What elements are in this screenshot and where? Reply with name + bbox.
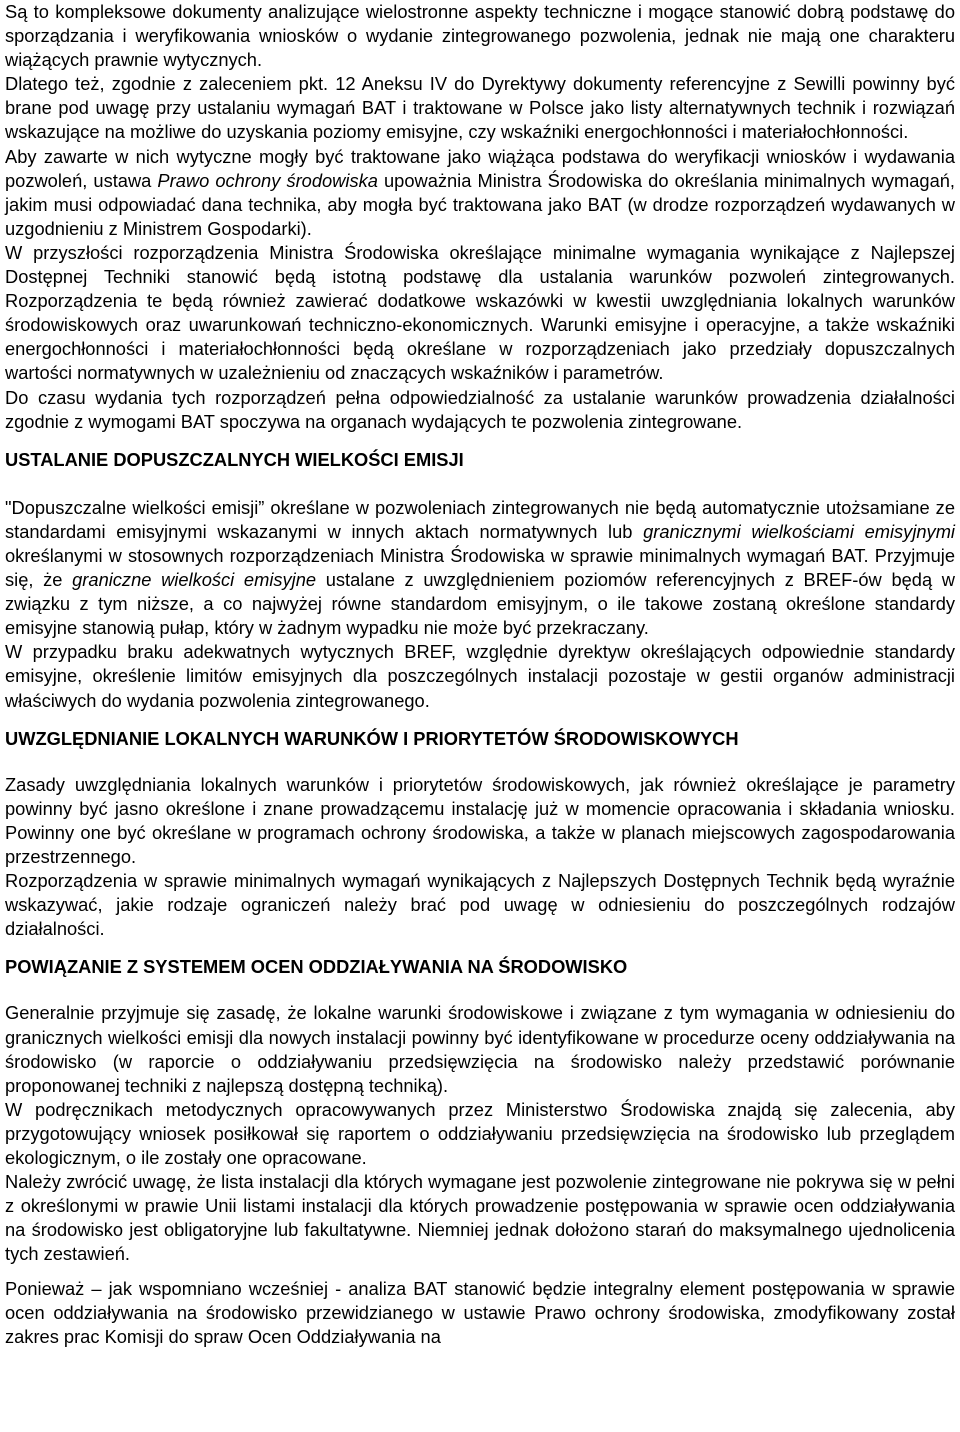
section-heading: POWIĄZANIE Z SYSTEMEM OCEN ODDZIAŁYWANIA NA ŚRODOWISKO: [5, 956, 628, 978]
paragraph: [5, 496, 955, 641]
paragraph: Należy zwrócić uwagę, że lista instalacji dla których wymagane jest pozwolenie zintegrowane nie pokrywa się w pełni z określonymi w prawie Unii listami instalacji dla których prowadzenie postępowania w sprawie ocen oddziaływania na środowisko jest obligatoryjne lub fakultatywne. Niemniej jednak dołożono starań do maksymalnego ujednolicenia tych zestawień.: [5, 1171, 955, 1265]
paragraph: Ponieważ – jak wspomniano wcześniej - analiza BAT stanowić będzie integralny element postępowania w sprawie ocen oddziaływania na środowisko przewidzianego w ustawie Prawo ochrony środowiska, zmodyfikowany został zakres prac Komisji do spraw Ocen Oddziaływania na: [5, 1277, 955, 1347]
paragraph-text: upoważnia Ministra Środowiska do określania minimalnych wymagań, jakim musi odpowiadać dana technika, aby mogła być traktowana jako BAT (w drodze rozporządzeń wydawanych w uzgodnieniu z Ministrem Gospodarki).: [5, 169, 955, 239]
paragraph: W podręcznikach metodycznych opracowywanych przez Ministerstwo Środowiska znajdą się zalecenia, aby przygotowujący wniosek posiłkował się raportem o oddziaływaniu przedsięwzięcia na środowisko lub przeglądem ekologicznym, o ile zostały one opracowane.: [5, 1098, 955, 1169]
paragraph: Rozporządzenia w sprawie minimalnych wymagań wynikających z Najlepszych Dostępnych Technik będą wyraźnie wskazywać, jakie rodzaje ograniczeń należy brać pod uwagę w odniesieniu do poszczególnych rodzajów działalności.: [5, 870, 955, 940]
paragraph: [5, 145, 955, 241]
paragraph: W przyszłości rozporządzenia Ministra Środowiska określające minimalne wymagania wynikające z Najlepszej Dostępnej Techniki stanowić będą istotną podstawę dla ustalania warunków pozwoleń zintegrowanych. Rozporządzenia te będą również zawierać dodatkowe wskazówki w kwestii uwzględniania lokalnych warunków środowiskowych oraz uwarunkowań techniczno-ekonomicznych. Warunki emisyjne i operacyjne, a także wskaźniki energochłonności i materiałochłonności będą określane w rozporządzeniach jako przedziały dopuszczalnych wartości normatywnych w uzależnieniu od znaczących wskaźników i parametrów.: [5, 241, 955, 384]
paragraph: Dlatego też, zgodnie z zaleceniem pkt. 12 Aneksu IV do Dyrektywy dokumenty referencyjne z Sewilli powinny być brane pod uwagę przy ustalaniu wymagań BAT i traktowane w Polsce jako listy alternatywnych technik i rozwiązań wskazujące na możliwe do uzyskania poziomy emisyjne, czy wskaźniki energochłonności i materiałochłonności.: [5, 73, 955, 143]
italic-term: graniczne wielkości emisyjne: [72, 569, 317, 591]
paragraph: Do czasu wydania tych rozporządzeń pełna odpowiedzialność za ustalanie warunków prowadzenia działalności zgodnie z wymogami BAT spoczywa na organach wydających te pozwolenia zintegrowane.: [5, 386, 955, 432]
paragraph: Generalnie przyjmuje się zasadę, że lokalne warunki środowiskowe i związane z tym wymagania w odniesieniu do granicznych wielkości emisji dla nowych instalacji powinny być identyfikowane w procedurze oceny oddziaływania na środowisko (w raporcie o oddziaływaniu przedsięwzięcia na środowisko należy przedstawić porównanie proponowanej techniki z najlepszą dostępną techniką).: [5, 1002, 955, 1096]
section-heading: USTALANIE DOPUSZCZALNYCH WIELKOŚCI EMISJI: [5, 448, 464, 470]
paragraph: W przypadku braku adekwatnych wytycznych BREF, względnie dyrektyw określających odpowiednie standardy emisyjne, określenie limitów emisyjnych dla poszczególnych instalacji pozostaje w gestii organów administracji właściwych do wydania pozwolenia zintegrowanego.: [5, 641, 955, 711]
paragraph-text: ustalane z uwzględnieniem poziomów referencyjnych z BREF-ów będą w związku z tym niższe, a co najwyżej równe standardom emisyjnym, o ile takowe zostaną określone standardy emisyjne stanowią pułap, który w żadnym wypadku nie może być przekraczany.: [5, 569, 955, 639]
italic-term: granicznymi wielkościami emisyjnymi: [643, 520, 955, 542]
section-heading: UWZGLĘDNIANIE LOKALNYCH WARUNKÓW I PRIORYTETÓW ŚRODOWISKOWYCH: [5, 727, 739, 749]
paragraph: Są to kompleksowe dokumenty analizujące wielostronne aspekty techniczne i mogące stanowić dobrą podstawę do sporządzania i weryfikowania wniosków o wydanie zintegrowanego pozwolenia, jednak nie mają one charakteru wiążących prawnie wytycznych.: [5, 1, 955, 71]
paragraph-text: "Dopuszczalne wielkości emisji” określane w pozwoleniach zintegrowanych nie będą automatycznie utożsamiane ze standardami emisyjnymi wskazanymi w innych aktach normatywnych lub: [5, 496, 955, 542]
paragraph-text: określanymi w stosownych rozporządzeniach Ministra Środowiska w sprawie minimalnych wymagań BAT. Przyjmuje się, że: [5, 544, 955, 591]
paragraph: Zasady uwzględniania lokalnych warunków i priorytetów środowiskowych, jak również określające je parametry powinny być jasno określone i znane prowadzącemu instalację już w momencie opracowania i składania wniosku. Powinny one być określane w programach ochrony środowiska, a także w planach miejscowych zagospodarowania przestrzennego.: [5, 773, 955, 867]
paragraph-text: Aby zawarte w nich wytyczne mogły być traktowane jako wiążąca podstawa do weryfikacji wniosków i wydawania pozwoleń, ustawa: [5, 145, 955, 191]
italic-term: Prawo ochrony środowiska: [157, 169, 378, 191]
